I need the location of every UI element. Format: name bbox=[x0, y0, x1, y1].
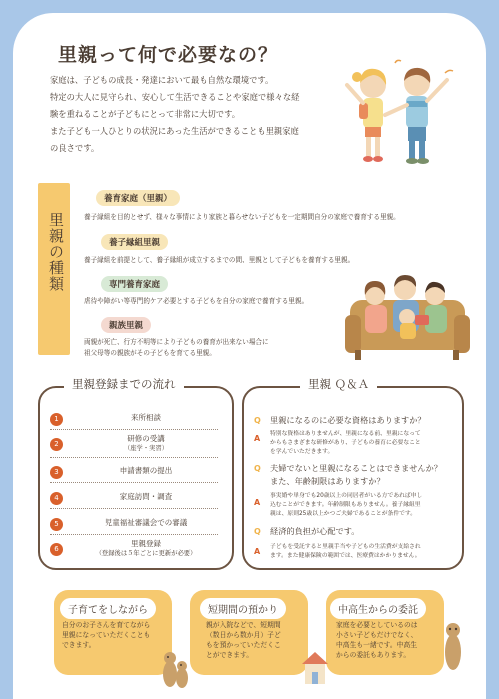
step-text bbox=[72, 466, 220, 476]
info-box-text: 自分のお子さんを育てながら bbox=[62, 621, 151, 629]
qa-title: 里親 Ｑ＆Ａ bbox=[300, 376, 377, 392]
step-text bbox=[72, 492, 220, 502]
qa-answer: 特別な資格はありませんが、里親になる前、里親になって bbox=[270, 431, 421, 437]
info-box-text: （数日から数か月）子ど bbox=[206, 631, 281, 639]
flow-step bbox=[50, 490, 220, 510]
qa-answer: 込むことができます。年齢制限もありません。養子縁組里 bbox=[270, 502, 421, 508]
intro-line: の良さです。 bbox=[50, 143, 100, 153]
kinds-label: 里親の種類 bbox=[47, 212, 65, 292]
kind-desc: 虐待や障がい等専門的ケア必要とする子どもを自分の家庭で養育する里親。 bbox=[84, 297, 309, 305]
children-illustration bbox=[335, 55, 465, 170]
step-label: 児童福祉審議会での審議 bbox=[104, 518, 188, 527]
kind-desc: 祖父母等の親族がその子どもを育てる里親。 bbox=[84, 349, 216, 357]
flow-divider bbox=[50, 429, 218, 430]
kind-title: 養育家庭（里親） bbox=[96, 190, 180, 206]
intro-text bbox=[50, 72, 340, 157]
flow-step bbox=[50, 464, 220, 484]
kind-desc: 養子縁組を前提として、養子縁組が成立するまでの間、里親として子どもを養育する里親。 bbox=[84, 256, 355, 264]
kind-desc: 養子縁組を目的とせず、様々な事情により家族と暮らせない子どもを一定期間自分の家庭で養育する里親。 bbox=[84, 213, 400, 221]
flow-divider bbox=[50, 457, 218, 458]
step-number: 4 bbox=[50, 492, 63, 505]
flow-divider bbox=[50, 508, 218, 509]
info-box-title: 短期間の預かり bbox=[200, 598, 286, 619]
info-box-text: できます。 bbox=[62, 641, 96, 649]
qa-question: 夫婦でないと里親になることはできませんか？ bbox=[270, 463, 442, 473]
flow-step bbox=[50, 434, 220, 454]
qa-answer: を学んでいただきます。 bbox=[270, 449, 334, 455]
step-text bbox=[72, 413, 220, 423]
meerkat-illustration bbox=[160, 640, 190, 690]
flow-divider bbox=[50, 482, 218, 483]
kind-desc: 両親が死亡、行方不明等により子どもの養育が出来ない場合に bbox=[84, 338, 269, 346]
step-label: 家庭訪問・調査 bbox=[119, 492, 173, 501]
flow-divider bbox=[50, 534, 218, 535]
intro-line: 験を重ねることが子どもにとって非常に大切です。 bbox=[50, 109, 241, 119]
kind-title: 養子縁組里親 bbox=[101, 234, 168, 250]
intro-line: また子ども一人ひとりの状況にあった生活ができることも里親家庭 bbox=[50, 126, 299, 136]
step-text bbox=[72, 518, 220, 528]
flow-step bbox=[50, 516, 220, 536]
step-label: 研修の受講 bbox=[127, 434, 165, 443]
info-box-text: 里親になっていただくことも bbox=[62, 631, 151, 639]
qa-answer: 事実婚や単身でも20歳以上の同居者がいる方であれば申し bbox=[270, 493, 423, 499]
step-number: 6 bbox=[50, 543, 63, 556]
info-box-title: 中高生からの委託 bbox=[330, 598, 426, 619]
kind-title: 親族里親 bbox=[101, 317, 151, 333]
flow-step bbox=[50, 411, 220, 431]
qa-question: 里親になるのに必要な資格はありますか？ bbox=[270, 415, 426, 425]
step-label: 来所相談 bbox=[131, 413, 161, 422]
step-sub-label: （登録後は５年ごとに更新が必要） bbox=[95, 550, 197, 557]
qa-answer: 親は、原則25歳以上かつご夫婦であることが条件です。 bbox=[270, 511, 417, 517]
info-box-text: 親が入院などで、短期間 bbox=[206, 621, 281, 629]
family-on-sofa-illustration bbox=[345, 265, 470, 365]
answer-mark-icon: A bbox=[254, 498, 261, 507]
qa-answer: ます。また健康保険の範囲では、医療費はかかりません。 bbox=[270, 553, 421, 559]
flow-step bbox=[50, 539, 220, 559]
meerkat-illustration bbox=[438, 610, 468, 680]
question-mark-icon: Q bbox=[254, 416, 261, 425]
flow-title: 里親登録までの流れ bbox=[64, 376, 184, 392]
step-text bbox=[72, 539, 220, 558]
question-mark-icon: Q bbox=[254, 527, 261, 536]
info-box-title: 子育てをしながら bbox=[60, 598, 156, 619]
house-illustration bbox=[300, 648, 330, 688]
step-number: 2 bbox=[50, 438, 63, 451]
qa-question: 経済的負担が心配です。 bbox=[270, 526, 360, 536]
info-box-text: 中高生も一緒です。中高生 bbox=[336, 641, 418, 649]
question-mark-icon: Q bbox=[254, 464, 261, 473]
info-box-text: 小さい子どもだけでなく、 bbox=[336, 631, 418, 639]
qa-answer: 子どもを受託すると里親手当や子どもの生活費が支給され bbox=[270, 544, 421, 550]
info-box-text: からの委託もあります。 bbox=[336, 651, 411, 659]
step-text bbox=[72, 434, 220, 453]
intro-line: 家庭は、子どもの成長・発達において最も自然な環境です。 bbox=[50, 75, 274, 85]
qa-answer: からもさまざまな研修があり、子どもの養育に必要なこと bbox=[270, 440, 421, 446]
step-number: 3 bbox=[50, 466, 63, 479]
qa-question: また、年齢制限はありますか？ bbox=[270, 476, 385, 486]
intro-line: 特定の大人に見守られ、安心して生活できることや家庭で様々な経 bbox=[50, 92, 300, 102]
step-number: 5 bbox=[50, 518, 63, 531]
answer-mark-icon: A bbox=[254, 547, 261, 556]
info-box-text: もを預かっていただくこ bbox=[206, 641, 281, 649]
page-title: 里親って何で必要なの？ bbox=[58, 44, 279, 66]
step-number: 1 bbox=[50, 413, 63, 426]
step-label: 里親登録 bbox=[131, 539, 161, 548]
answer-mark-icon: A bbox=[254, 434, 261, 443]
step-sub-label: （座学・実習） bbox=[123, 445, 169, 452]
info-box-text: 家庭を必要としているのは bbox=[336, 621, 418, 629]
info-box-text: とができます。 bbox=[206, 651, 254, 659]
kind-title: 専門養育家庭 bbox=[101, 276, 168, 292]
step-label: 申請書類の提出 bbox=[119, 466, 173, 475]
